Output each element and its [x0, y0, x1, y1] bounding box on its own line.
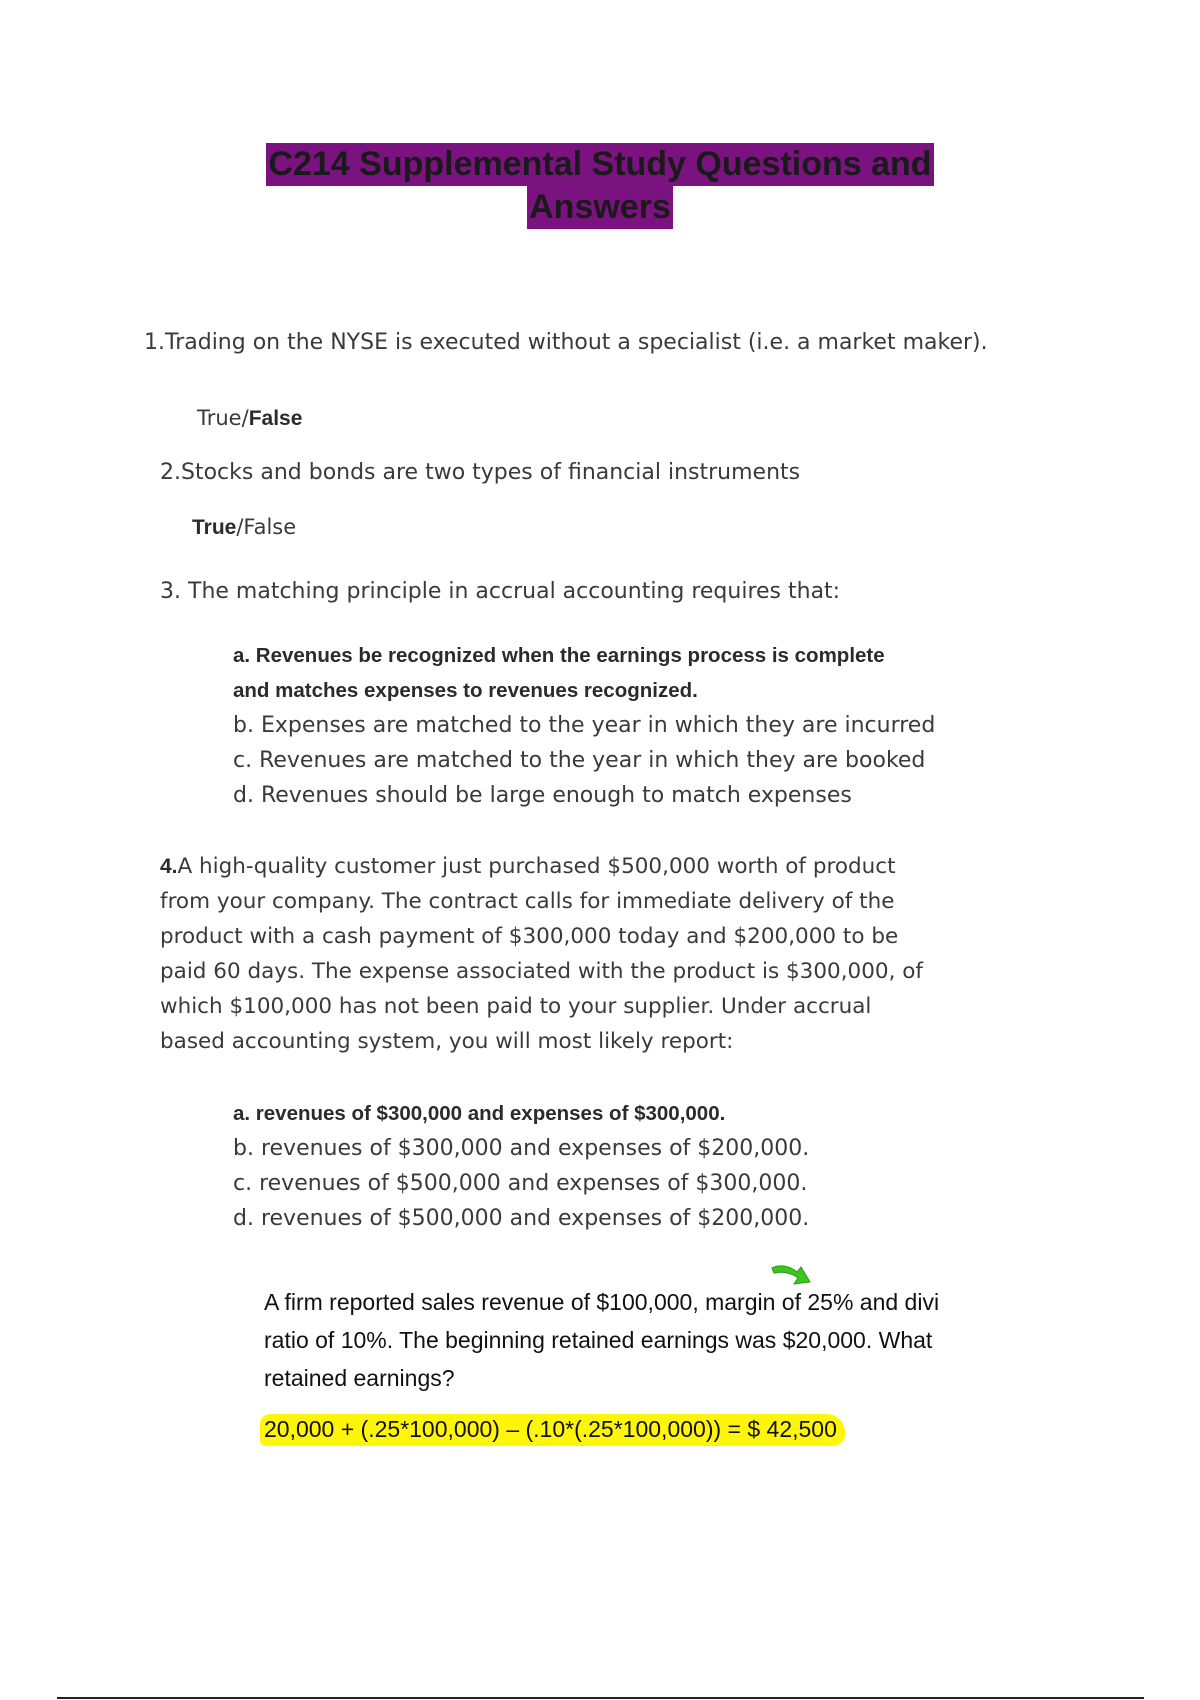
question-5-line-3: retained earnings?: [264, 1365, 455, 1391]
question-1-text: Trading on the NYSE is executed without a specialist (i.e. a market maker).: [165, 330, 988, 355]
option-d: d. revenues of $500,000 and expenses of $200,000.: [233, 1206, 810, 1231]
question-5: [264, 1283, 939, 1397]
answer-true-option: True/: [197, 406, 249, 430]
question-3: [160, 578, 840, 606]
question-4-line-2: from your company. The contract calls for immediate delivery of the: [160, 889, 895, 914]
option-a-correct-line-1: a. Revenues be recognized when the earnings process is complete: [233, 644, 885, 667]
question-4-options: [233, 1096, 809, 1236]
question-4-line-5: which $100,000 has not been paid to your supplier. Under accrual: [160, 994, 872, 1019]
question-4: [160, 849, 1060, 1059]
question-2: [160, 459, 800, 487]
question-4-line-3: product with a cash payment of $300,000 today and $200,000 to be: [160, 924, 899, 949]
question-5-line-1: A firm reported sales revenue of $100,000, margin of 25% and divi: [264, 1289, 940, 1315]
question-1-number: 1.: [144, 330, 165, 355]
question-5-answer: [260, 1416, 845, 1443]
option-d: d. Revenues should be large enough to match expenses: [233, 783, 852, 808]
question-4-line-4: paid 60 days. The expense associated with the product is $300,000, of: [160, 959, 923, 984]
option-a-correct-line-2: and matches expenses to revenues recognized.: [233, 679, 698, 702]
option-a-correct: a. revenues of $300,000 and expenses of $300,000.: [233, 1102, 726, 1125]
question-2-text: Stocks and bonds are two types of financial instruments: [181, 460, 801, 485]
title-line-2: Answers: [527, 186, 673, 229]
option-b: b. revenues of $300,000 and expenses of $200,000.: [233, 1136, 810, 1161]
question-4-line-1: A high-quality customer just purchased $500,000 worth of product: [177, 854, 896, 879]
answer-false-option: /False: [236, 515, 297, 539]
highlighted-answer: 20,000 + (.25*100,000) – (.10*(.25*100,000)) = $ 42,500: [260, 1414, 845, 1446]
option-c: c. Revenues are matched to the year in which they are booked: [233, 748, 926, 773]
question-3-options: [233, 638, 935, 813]
option-b: b. Expenses are matched to the year in which they are incurred: [233, 713, 936, 738]
answer-false-option-correct: False: [248, 407, 303, 430]
question-2-number: 2.: [160, 460, 181, 485]
question-4-number: 4.: [160, 855, 178, 878]
bottom-divider: [57, 1697, 1144, 1699]
answer-true-option-correct: True: [192, 516, 237, 539]
question-4-line-6: based accounting system, you will most likely report:: [160, 1029, 734, 1054]
question-1: [144, 329, 988, 357]
question-2-answer: [192, 513, 296, 542]
question-1-answer: [197, 404, 302, 433]
question-3-number: 3.: [160, 579, 181, 604]
question-3-text: The matching principle in accrual accounting requires that:: [188, 579, 841, 604]
title-line-1: C214 Supplemental Study Questions and: [266, 143, 933, 186]
page-title: [0, 143, 1200, 229]
question-5-line-2: ratio of 10%. The beginning retained earnings was $20,000. What: [264, 1327, 933, 1353]
option-c: c. revenues of $500,000 and expenses of $300,000.: [233, 1171, 808, 1196]
